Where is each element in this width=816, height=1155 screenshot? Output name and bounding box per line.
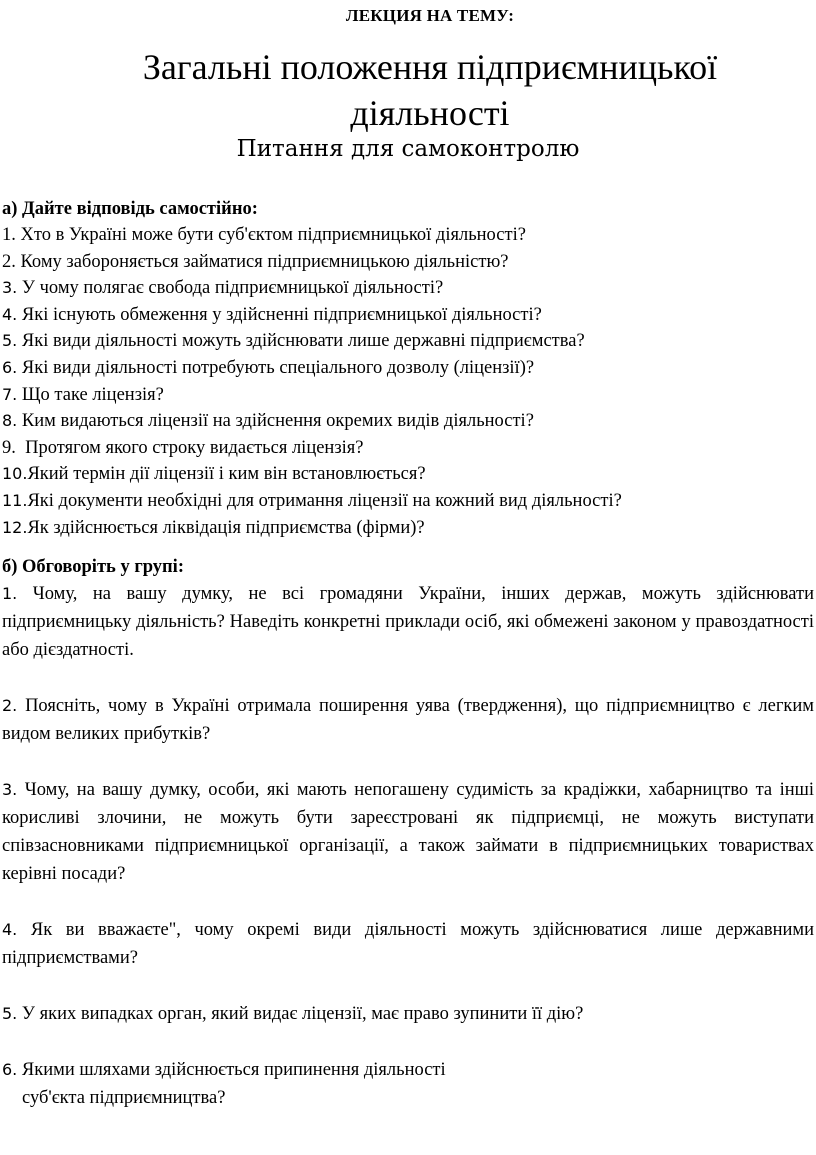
discussion-text-line-2: суб'єкта підприємництва?: [22, 1088, 226, 1108]
question-item: [2, 435, 814, 462]
page-title: [0, 44, 816, 136]
discussion-item: [2, 692, 814, 748]
question-item: [2, 328, 814, 355]
question-number: 2.: [2, 251, 16, 272]
question-item: [2, 488, 814, 515]
discussion-text-line-1: Якими шляхами здійснюється припинення діяльності: [21, 1060, 446, 1080]
section-a-heading: а) Дайте відповідь самостійно:: [2, 199, 258, 219]
discussion-number: 3.: [2, 780, 18, 799]
question-text: Як здійснюється ліквідація підприємства (фірми)?: [27, 517, 425, 538]
discussion-text: Поясніть, чому в Україні отримала поширення уява (твердження), що підприємництво є легким видом великих прибутків?: [2, 696, 814, 744]
question-number: 7.: [2, 384, 18, 404]
discussion-text: У яких випадках орган, який видає ліцензії, має право зупинити її дію?: [21, 1004, 584, 1024]
question-number: 12.: [2, 517, 28, 537]
question-text: Що таке ліцензія?: [21, 384, 164, 405]
discussion-number: 4.: [2, 920, 18, 939]
question-text: Які документи необхідні для отримання ліцензії на кожний вид діяльності?: [27, 490, 622, 511]
discussion-text: Чому, на вашу думку, не всі громадяни України, інших держав, можуть здійснювати підприємницьку діяльність? Наведіть конкретні приклади осіб, які обмежені законом у правоздатності або дієздатності.: [2, 584, 814, 660]
question-item: [2, 302, 814, 329]
question-item: [2, 515, 814, 542]
question-number: 8.: [2, 411, 18, 431]
title-line-1: Загальні положення підприємницької: [142, 47, 718, 87]
question-text: Які види діяльності можуть здійснювати лише державні підприємства?: [21, 331, 585, 352]
question-text: Ким видаються ліцензії на здійснення окремих видів діяльності?: [21, 411, 534, 432]
question-number: 11.: [2, 490, 28, 510]
discussion-number: 6.: [2, 1060, 18, 1079]
question-item: [2, 222, 814, 249]
question-list: [2, 222, 814, 541]
question-number: 5.: [2, 331, 18, 351]
question-text: Кому забороняється займатися підприємницькою діяльністю?: [20, 251, 509, 272]
discussion-item: [2, 580, 814, 664]
section-group-discussion: [2, 554, 814, 1140]
section-b-heading: б) Обговоріть у групі:: [2, 557, 184, 577]
discussion-text: Чому, на вашу думку, особи, які мають непогашену судимість за крадіжки, хабарництво та інші корисливі злочини, не можуть бути зареєстровані як підприємці, не можуть виступати співзасновниками підприємницької організації, а також займати в підприємницьких товариствах керівні посади?: [2, 780, 815, 884]
discussion-number: 2.: [2, 696, 18, 715]
question-item: [2, 249, 814, 276]
question-text: Хто в Україні може бути суб'єктом підприємницької діяльності?: [20, 225, 526, 245]
discussion-number: 5.: [2, 1004, 18, 1023]
discussion-item: [2, 916, 814, 972]
discussion-item: [2, 776, 814, 888]
page-subtitle: Питання для самоконтролю: [236, 136, 580, 162]
question-text: Протягом якого строку видається ліцензія?: [25, 437, 364, 458]
question-text: У чому полягає свобода підприємницької діяльності?: [21, 278, 444, 299]
question-number: 3.: [2, 278, 18, 298]
question-item: [2, 461, 814, 488]
question-number: 6.: [2, 357, 18, 377]
question-number: 10.: [2, 464, 28, 484]
discussion-item: [2, 1056, 814, 1112]
question-number: 9.: [2, 437, 16, 458]
section-self-answer: [2, 196, 814, 541]
question-number: 1.: [2, 225, 16, 245]
question-text: Які види діяльності потребують спеціального дозволу (ліцензії)?: [21, 357, 535, 378]
question-item: [2, 355, 814, 382]
discussion-number: 1.: [2, 584, 18, 603]
question-item: [2, 275, 814, 302]
question-text: Які існують обмеження у здійсненні підприємницької діяльності?: [21, 304, 542, 325]
title-line-2: діяльності: [350, 93, 510, 133]
discussion-item: [2, 1000, 814, 1028]
lecture-label: ЛЕКЦИЯ НА ТЕМУ:: [345, 6, 515, 25]
question-item: [2, 382, 814, 409]
question-text: Який термін дії ліцензії і ким він встановлюється?: [27, 464, 426, 485]
question-item: [2, 408, 814, 435]
discussion-text: Як ви вважаєте", чому окремі види діяльності можуть здійснюватися лише державними підприємствами?: [2, 920, 815, 968]
question-number: 4.: [2, 304, 18, 324]
